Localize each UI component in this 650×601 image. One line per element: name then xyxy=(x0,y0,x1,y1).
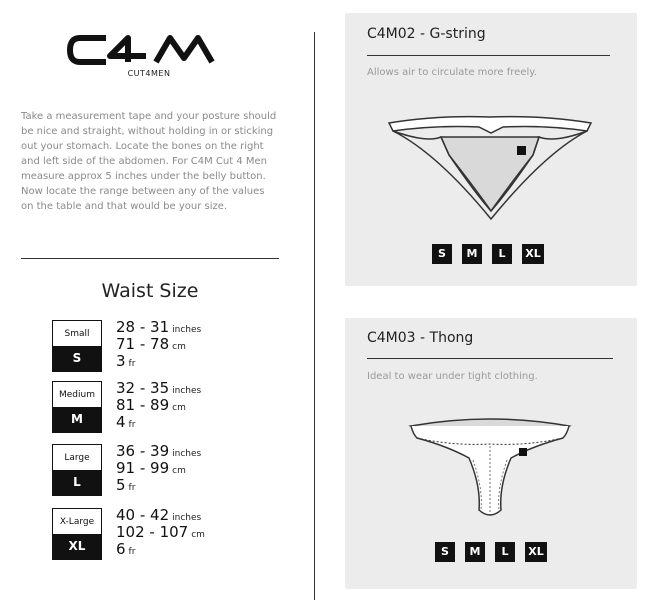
cm-value: 102 - 107 cm xyxy=(116,523,205,541)
size-chip-l[interactable]: L xyxy=(492,244,512,264)
waist-size-title: Waist Size xyxy=(101,280,199,302)
size-abbr: M xyxy=(53,407,101,432)
c4m-logo-icon xyxy=(66,30,230,70)
thong-illustration-icon xyxy=(407,416,573,522)
product-card-thong xyxy=(345,318,637,589)
brand-logo xyxy=(66,30,230,80)
fr-value: 3 fr xyxy=(116,352,136,370)
size-abbr: L xyxy=(53,470,101,495)
size-chip-m[interactable]: M xyxy=(465,542,485,562)
fr-value: 6 fr xyxy=(116,540,136,558)
inches-value: 28 - 31 inches xyxy=(116,318,202,336)
size-abbr: XL xyxy=(53,534,101,559)
size-name: Medium xyxy=(59,390,95,400)
size-chip-s[interactable]: S xyxy=(432,244,452,264)
cm-value: 91 - 99 cm xyxy=(116,459,186,477)
size-label-box xyxy=(52,320,102,372)
size-chips xyxy=(432,244,544,264)
size-chip-m[interactable]: M xyxy=(462,244,482,264)
fr-value: 5 fr xyxy=(116,476,136,494)
inches-value: 40 - 42 inches xyxy=(116,506,202,524)
size-label-box xyxy=(52,444,102,496)
size-name: X-Large xyxy=(59,517,95,527)
size-chip-s[interactable]: S xyxy=(435,542,455,562)
product-description: Allows air to circulate more freely. xyxy=(367,67,537,78)
product-card-gstring xyxy=(345,13,637,286)
title-underline xyxy=(367,55,610,56)
cm-value: 71 - 78 cm xyxy=(116,335,186,353)
divider xyxy=(21,258,279,259)
size-label-box xyxy=(52,381,102,433)
size-chip-l[interactable]: L xyxy=(495,542,515,562)
inches-value: 36 - 39 inches xyxy=(116,442,202,460)
cm-value: 81 - 89 cm xyxy=(116,396,186,414)
size-label-box xyxy=(52,508,102,560)
product-description: Ideal to wear under tight clothing. xyxy=(367,371,538,382)
size-chip-xl[interactable]: XL xyxy=(525,542,547,562)
brand-tagline: CUT4MEN xyxy=(127,69,171,78)
g-string-illustration-icon xyxy=(387,113,593,225)
fr-value: 4 fr xyxy=(116,413,136,431)
size-name: Large xyxy=(64,453,90,463)
title-underline xyxy=(367,358,613,359)
size-row-large xyxy=(52,444,252,498)
size-name: Small xyxy=(64,329,90,339)
product-title: C4M02 - G-string xyxy=(367,26,486,42)
intro-text: Take a measurement tape and your posture should be nice and straight, without holding in or sticking out your stomach. Locate the bones on the right and left side of the abdomen. For C4M Cut 4 Men measure approx 5 inches under the belly button. Now locate the range between any of the values on the table and that would be your size. xyxy=(21,111,277,212)
product-title: C4M03 - Thong xyxy=(367,330,474,346)
size-row-medium xyxy=(52,381,252,435)
size-row-xlarge xyxy=(52,508,252,562)
size-abbr: S xyxy=(53,346,101,371)
size-row-small xyxy=(52,320,252,374)
size-chips xyxy=(435,542,547,562)
vertical-divider xyxy=(314,32,315,600)
brand-tag xyxy=(517,146,526,155)
inches-value: 32 - 35 inches xyxy=(116,379,202,397)
size-chip-xl[interactable]: XL xyxy=(522,244,544,264)
brand-tag xyxy=(519,448,527,456)
